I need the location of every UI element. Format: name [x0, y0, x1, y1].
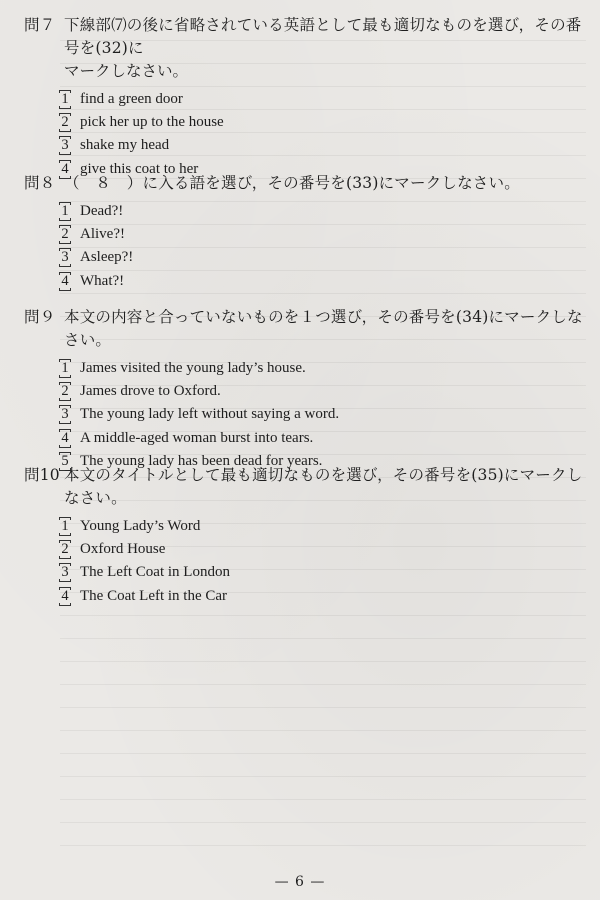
show-through-line — [60, 799, 586, 800]
option-text: Alive?! — [80, 226, 125, 243]
option-item — [59, 538, 584, 561]
show-through-line — [60, 845, 586, 846]
option-item — [59, 515, 584, 538]
option-number-label: 3 — [61, 406, 69, 423]
question-number: 問９ — [24, 308, 56, 326]
option-number-label: 1 — [61, 203, 69, 220]
question-prompt: 下線部⑺の後に省略されている英語として最も適切なものを選び，その番号を(32)に — [64, 16, 582, 57]
option-number-label: 1 — [61, 518, 69, 535]
option-number — [59, 540, 71, 559]
options-list — [59, 88, 584, 181]
options-list — [59, 515, 584, 608]
question-7 — [24, 14, 584, 181]
option-text: pick her up to the house — [80, 114, 224, 131]
question-number: 問８ — [24, 174, 56, 192]
page-number: — 6 — — [274, 874, 326, 890]
show-through-line — [60, 753, 586, 754]
option-text: Oxford House — [80, 541, 166, 558]
option-number — [59, 359, 71, 378]
option-number — [59, 563, 71, 582]
options-list — [59, 200, 584, 293]
option-item — [59, 134, 584, 157]
option-item — [59, 585, 584, 608]
show-through-line — [60, 730, 586, 731]
option-number — [59, 225, 71, 244]
option-text: The young lady has been dead for years. — [80, 452, 323, 469]
option-number-label: 2 — [61, 114, 69, 131]
option-number — [59, 587, 71, 606]
option-number — [59, 382, 71, 401]
question-prompt: （ ８ ）に入る語を選び，その番号を(33)にマークしなさい。 — [64, 174, 520, 192]
options-list — [59, 357, 584, 473]
show-through-line — [60, 293, 586, 294]
question-prompt: 本文の内容と合っていないものを１つ選び，その番号を(34)にマークしなさい。 — [64, 308, 583, 349]
option-number-label: 2 — [61, 383, 69, 400]
show-through-line — [60, 615, 586, 616]
option-item — [59, 111, 584, 134]
show-through-line — [60, 638, 586, 639]
question-10 — [24, 464, 584, 608]
option-number — [59, 113, 71, 132]
option-item — [59, 427, 584, 450]
option-number — [59, 517, 71, 536]
show-through-line — [60, 776, 586, 777]
option-number — [59, 202, 71, 221]
option-number — [59, 136, 71, 155]
option-item — [59, 357, 584, 380]
option-text: The young lady left without saying a word. — [80, 406, 340, 423]
option-item — [59, 403, 584, 426]
option-text: What?! — [80, 272, 125, 289]
option-number-label: 5 — [61, 452, 69, 469]
option-item — [59, 380, 584, 403]
option-number-label: 2 — [61, 226, 69, 243]
question-prompt-continued: マークしなさい。 — [64, 62, 189, 80]
option-text: find a green door — [80, 91, 183, 108]
option-number — [59, 429, 71, 448]
show-through-line — [60, 707, 586, 708]
option-text: The Coat Left in the Car — [80, 587, 228, 604]
option-item — [59, 561, 584, 584]
option-item — [59, 246, 584, 269]
option-number-label: 4 — [61, 429, 69, 446]
option-text: Asleep?! — [80, 249, 134, 266]
question-number: 問７ — [24, 16, 56, 34]
option-number — [59, 248, 71, 267]
option-text: Dead?! — [80, 203, 124, 220]
option-text: give this coat to her — [80, 160, 199, 177]
option-number — [59, 405, 71, 424]
question-number: 問10 — [24, 466, 60, 484]
option-item — [59, 88, 584, 111]
option-number — [59, 272, 71, 291]
option-number-label: 3 — [61, 249, 69, 266]
option-number — [59, 90, 71, 109]
option-text: A middle-aged woman burst into tears. — [80, 429, 314, 446]
question-8 — [24, 172, 584, 293]
option-number-label: 3 — [61, 137, 69, 154]
option-number-label: 1 — [61, 360, 69, 377]
option-text: Young Lady’s Word — [80, 518, 201, 535]
option-number-label: 1 — [61, 91, 69, 108]
option-text: James visited the young lady’s house. — [80, 360, 306, 377]
option-text: The Left Coat in London — [80, 564, 230, 581]
option-number-label: 4 — [61, 272, 69, 289]
show-through-line — [60, 822, 586, 823]
show-through-line — [60, 661, 586, 662]
option-item — [59, 223, 584, 246]
option-item — [59, 200, 584, 223]
question-9 — [24, 306, 584, 473]
option-number-label: 4 — [61, 160, 69, 177]
option-text: James drove to Oxford. — [80, 383, 221, 400]
option-number-label: 2 — [61, 541, 69, 558]
show-through-line — [60, 684, 586, 685]
option-text: shake my head — [80, 137, 170, 154]
option-item — [59, 270, 584, 293]
option-number-label: 3 — [61, 564, 69, 581]
question-prompt: 本文のタイトルとして最も適切なものを選び，その番号を(35)にマークしなさい。 — [64, 466, 583, 507]
option-number-label: 4 — [61, 587, 69, 604]
